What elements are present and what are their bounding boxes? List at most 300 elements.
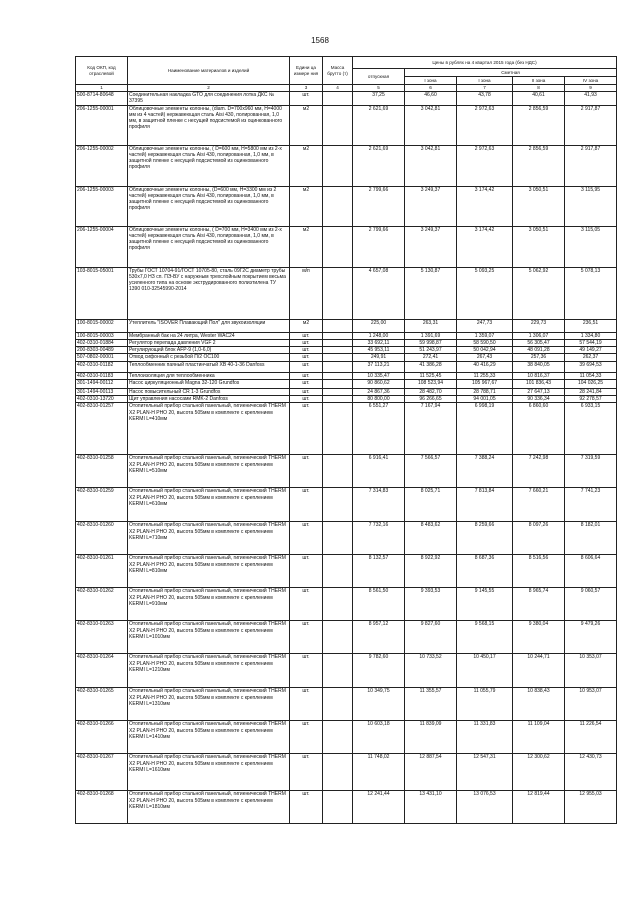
- row-code: 402-8310-01267: [76, 754, 128, 791]
- row-mass: [323, 361, 353, 372]
- row-name: Утеплитель "ISOVER Плавающий Пол" для звукоизоляции: [128, 319, 290, 332]
- row-price-zone2: 40 416,29: [457, 361, 513, 372]
- row-mass: [323, 339, 353, 346]
- row-price-zone1: 3 042,81: [405, 145, 457, 186]
- row-code: 206-1255-00001: [76, 105, 128, 145]
- row-unit: шт.: [290, 588, 323, 621]
- row-name: Отопительный прибор стальной панельный, гигиенический THERM X2 PLAN-H PHO 20, высота 505мм в комплекте с креплением KERMI L=1410мм: [128, 721, 290, 754]
- row-price-zone2: 5 093,25: [457, 267, 513, 319]
- row-mass: [323, 754, 353, 791]
- row-price-zone1: 11 525,45: [405, 372, 457, 379]
- row-code: 507-0802-00001: [76, 354, 128, 361]
- table-row: [76, 455, 617, 488]
- row-name: Отопительный прибор стальной панельный, гигиенический THERM X2 PLAN-H PHO 20, высота 505мм в комплекте с креплением KERMI L=1310мм: [128, 688, 290, 721]
- row-price-zone2: 11 255,33: [457, 372, 513, 379]
- row-unit: шт.: [290, 379, 323, 388]
- row-price-wholesale: 10 335,47: [353, 372, 405, 379]
- row-unit: шт.: [290, 791, 323, 824]
- column-number-row: [76, 85, 617, 92]
- row-price-zone4: 9 479,26: [565, 621, 617, 654]
- row-unit: шт.: [290, 721, 323, 754]
- row-price-zone1: 7 566,57: [405, 455, 457, 488]
- table-row: [76, 379, 617, 388]
- row-name: Теплоизоляция для теплообменника: [128, 372, 290, 379]
- row-unit: м2: [290, 145, 323, 186]
- table-row: [76, 339, 617, 346]
- row-price-zone4: 3 115,95: [565, 186, 617, 226]
- row-price-zone2: 9 145,55: [457, 588, 513, 621]
- row-price-zone1: 5 130,87: [405, 267, 457, 319]
- row-price-wholesale: 90 860,62: [353, 379, 405, 388]
- row-unit: шт.: [290, 455, 323, 488]
- row-code: 402-8310-01260: [76, 522, 128, 555]
- row-price-wholesale: 24 867,36: [353, 388, 405, 395]
- row-price-zone3: 11 109,04: [513, 721, 565, 754]
- row-price-zone4: 49 149,27: [565, 347, 617, 354]
- row-name: Насос повысительный CR 1-3 Grundfos: [128, 388, 290, 395]
- table-row: [76, 721, 617, 754]
- table-row: [76, 332, 617, 339]
- row-price-zone1: 8 025,71: [405, 488, 457, 522]
- row-mass: [323, 332, 353, 339]
- row-price-zone4: 11 054,33: [565, 372, 617, 379]
- row-mass: [323, 403, 353, 455]
- row-price-zone4: 41,93: [565, 92, 617, 106]
- table-row: [76, 396, 617, 403]
- row-name: Регулирующий блок AFP-9 (1,0-6,0): [128, 347, 290, 354]
- header-estimated: Сметная: [405, 69, 617, 77]
- row-mass: [323, 92, 353, 106]
- row-price-zone4: 9 060,57: [565, 588, 617, 621]
- row-price-wholesale: 2 621,69: [353, 145, 405, 186]
- row-price-wholesale: 37,25: [353, 92, 405, 106]
- row-price-zone3: 1 306,07: [513, 332, 565, 339]
- row-unit: м/п: [290, 267, 323, 319]
- row-price-zone3: 9 380,04: [513, 621, 565, 654]
- row-mass: [323, 347, 353, 354]
- row-mass: [323, 267, 353, 319]
- row-price-wholesale: 11 748,02: [353, 754, 405, 791]
- table-row: [76, 688, 617, 721]
- row-price-zone1: 9 393,53: [405, 588, 457, 621]
- row-unit: шт.: [290, 347, 323, 354]
- row-price-zone1: 59 998,87: [405, 339, 457, 346]
- table-row: [76, 754, 617, 791]
- row-code: 402-8310-01258: [76, 455, 128, 488]
- row-price-zone3: 257,36: [513, 354, 565, 361]
- row-price-zone4: 3 115,05: [565, 226, 617, 267]
- row-price-zone3: 6 860,60: [513, 403, 565, 455]
- row-price-zone2: 58 590,50: [457, 339, 513, 346]
- row-mass: [323, 621, 353, 654]
- row-price-wholesale: 10 603,18: [353, 721, 405, 754]
- row-price-zone1: 3 249,37: [405, 226, 457, 267]
- row-price-wholesale: 2 799,66: [353, 226, 405, 267]
- row-price-zone4: 236,51: [565, 319, 617, 332]
- row-price-wholesale: 4 657,08: [353, 267, 405, 319]
- table-row: [76, 488, 617, 522]
- row-price-zone1: 263,31: [405, 319, 457, 332]
- row-price-zone3: 48 091,28: [513, 347, 565, 354]
- row-price-zone4: 57 544,19: [565, 339, 617, 346]
- column-number: 3: [290, 85, 323, 92]
- row-mass: [323, 105, 353, 145]
- table-row: [76, 621, 617, 654]
- row-mass: [323, 379, 353, 388]
- row-price-zone2: 9 568,15: [457, 621, 513, 654]
- row-price-zone2: 8 687,36: [457, 555, 513, 588]
- row-code: 206-1255-00002: [76, 145, 128, 186]
- row-name: Отопительный прибор стальной панельный, гигиенический THERM X2 PLAN-H PHO 20, высота 505мм в комплекте с креплением KERMI L=610мм: [128, 488, 290, 522]
- row-price-wholesale: 9 782,60: [353, 654, 405, 688]
- row-unit: шт.: [290, 555, 323, 588]
- row-unit: шт.: [290, 332, 323, 339]
- row-mass: [323, 226, 353, 267]
- row-price-zone2: 247,73: [457, 319, 513, 332]
- row-price-zone3: 3 050,51: [513, 186, 565, 226]
- row-price-zone4: 12 955,03: [565, 791, 617, 824]
- row-price-zone1: 108 523,94: [405, 379, 457, 388]
- row-code: 402-0310-01183: [76, 372, 128, 379]
- row-price-zone3: 8 097,26: [513, 522, 565, 555]
- table-row: [76, 791, 617, 824]
- column-number: 7: [457, 85, 513, 92]
- header-zone2: I зона: [457, 77, 513, 85]
- row-code: 402-8310-01263: [76, 621, 128, 654]
- row-name: Теплообменник паяный пластинчатый ХВ 40-1-36 Danfoss: [128, 361, 290, 372]
- row-price-zone3: 27 647,13: [513, 388, 565, 395]
- row-price-zone3: 10 816,37: [513, 372, 565, 379]
- row-price-zone2: 12 547,31: [457, 754, 513, 791]
- row-price-zone1: 272,41: [405, 354, 457, 361]
- row-price-zone3: 5 062,92: [513, 267, 565, 319]
- row-price-zone2: 6 998,19: [457, 403, 513, 455]
- table-row: [76, 319, 617, 332]
- row-name: Облицовочные элементы колонны, (D=600 мм, H=3300 мм из 2 частей) нержавеющая сталь Aisi 430, полированная, 1,0 мм, в защитной пленке с несущей подсистемой из оцинкованного профиля: [128, 186, 290, 226]
- table-row: [76, 105, 617, 145]
- row-price-zone1: 13 431,10: [405, 791, 457, 824]
- row-unit: шт.: [290, 354, 323, 361]
- table-row: [76, 145, 617, 186]
- row-price-zone3: 101 836,43: [513, 379, 565, 388]
- row-mass: [323, 555, 353, 588]
- column-number: 4: [323, 85, 353, 92]
- row-name: Облицовочные элементы колонны, ( D=600 мм, H=5800 мм из 2-х частей) нержавеющая сталь Aisi 430, полированная, 1,0 мм, в защитной пленке с несущей подсистемой из оцинкованного профиля: [128, 145, 290, 186]
- row-price-zone3: 12 819,44: [513, 791, 565, 824]
- row-price-wholesale: 6 916,41: [353, 455, 405, 488]
- row-price-zone1: 3 249,37: [405, 186, 457, 226]
- row-price-wholesale: 249,91: [353, 354, 405, 361]
- row-price-wholesale: 12 241,44: [353, 791, 405, 824]
- row-price-wholesale: 33 692,11: [353, 339, 405, 346]
- row-price-zone1: 3 042,81: [405, 105, 457, 145]
- row-price-zone4: 12 430,73: [565, 754, 617, 791]
- table-row: [76, 354, 617, 361]
- row-code: 402-8310-01268: [76, 791, 128, 824]
- row-price-zone1: 8 922,92: [405, 555, 457, 588]
- table-row: [76, 588, 617, 621]
- row-price-zone3: 12 300,62: [513, 754, 565, 791]
- price-table: [75, 56, 617, 824]
- table-row: [76, 92, 617, 106]
- row-price-zone4: 92 278,57: [565, 396, 617, 403]
- row-name: Отопительный прибор стальной панельный, гигиенический THERM X2 PLAN-H PHO 20, высота 505мм в комплекте с креплением KERMI L=1010мм: [128, 621, 290, 654]
- row-price-zone2: 267,43: [457, 354, 513, 361]
- row-code: 402-8310-01264: [76, 654, 128, 688]
- row-price-zone3: 10 244,71: [513, 654, 565, 688]
- row-mass: [323, 388, 353, 395]
- row-name: Отопительный прибор стальной панельный, гигиенический THERM X2 PLAN-H PHO 20, высота 505мм в комплекте с креплением KERMI L=1210мм: [128, 654, 290, 688]
- row-mass: [323, 186, 353, 226]
- row-code: 200-8303-00489: [76, 347, 128, 354]
- row-code: 402-8310-01259: [76, 488, 128, 522]
- row-unit: шт.: [290, 339, 323, 346]
- row-price-zone3: 8 965,74: [513, 588, 565, 621]
- row-name: Щит управления насосами RMK-2 Danfoss: [128, 396, 290, 403]
- row-price-zone3: 7 660,21: [513, 488, 565, 522]
- row-name: Отопительный прибор стальной панельный, гигиенический THERM X2 PLAN-H PHO 20, высота 505мм в комплекте с креплением KERMI L=510мм: [128, 455, 290, 488]
- row-unit: шт.: [290, 92, 323, 106]
- row-price-zone2: 28 788,71: [457, 388, 513, 395]
- row-price-zone3: 2 856,59: [513, 105, 565, 145]
- row-mass: [323, 372, 353, 379]
- row-price-zone2: 3 174,42: [457, 186, 513, 226]
- row-price-zone4: 104 026,25: [565, 379, 617, 388]
- row-unit: м2: [290, 226, 323, 267]
- row-price-wholesale: 37 113,21: [353, 361, 405, 372]
- column-number: 9: [565, 85, 617, 92]
- row-price-zone1: 11 839,09: [405, 721, 457, 754]
- row-price-zone1: 51 243,97: [405, 347, 457, 354]
- row-unit: шт.: [290, 361, 323, 372]
- table-row: [76, 555, 617, 588]
- header-code: Код ОКП, код отраслевой: [76, 57, 128, 85]
- row-price-zone2: 11 055,79: [457, 688, 513, 721]
- column-number: 8: [513, 85, 565, 92]
- row-price-zone2: 1 359,07: [457, 332, 513, 339]
- row-name: Отопительный прибор стальной панельный, гигиенический THERM X2 PLAN-H PHO 20, высота 505мм в комплекте с креплением KERMI L=910мм: [128, 588, 290, 621]
- row-price-wholesale: 1 248,00: [353, 332, 405, 339]
- row-price-zone3: 229,73: [513, 319, 565, 332]
- table-row: [76, 372, 617, 379]
- table-body: [76, 92, 617, 824]
- row-price-wholesale: 2 621,69: [353, 105, 405, 145]
- row-price-zone4: 6 933,15: [565, 403, 617, 455]
- row-name: Отопительный прибор стальной панельный, гигиенический THERM X2 PLAN-H PHO 20, высота 505мм в комплекте с креплением KERMI L=410мм: [128, 403, 290, 455]
- row-name: Отопительный прибор стальной панельный, гигиенический THERM X2 PLAN-H PHO 20, высота 505мм в комплекте с креплением KERMI L=810мм: [128, 555, 290, 588]
- row-code: 103-8015-05001: [76, 267, 128, 319]
- row-price-zone2: 50 042,94: [457, 347, 513, 354]
- row-price-zone1: 12 887,54: [405, 754, 457, 791]
- row-price-wholesale: 10 349,75: [353, 688, 405, 721]
- row-price-zone2: 105 967,67: [457, 379, 513, 388]
- row-price-zone2: 8 259,66: [457, 522, 513, 555]
- row-price-zone1: 11 355,57: [405, 688, 457, 721]
- header-unit: Едини ца измере ния: [290, 57, 323, 85]
- row-price-zone3: 10 838,43: [513, 688, 565, 721]
- row-price-zone3: 3 050,51: [513, 226, 565, 267]
- row-price-zone4: 2 917,87: [565, 105, 617, 145]
- row-unit: шт.: [290, 372, 323, 379]
- row-unit: м2: [290, 105, 323, 145]
- row-name: Отвод сифонный с резьбой П/2 ОС100: [128, 354, 290, 361]
- row-code: 206-1255-00004: [76, 226, 128, 267]
- column-number: 5: [353, 85, 405, 92]
- row-mass: [323, 588, 353, 621]
- row-price-zone2: 94 001,05: [457, 396, 513, 403]
- row-price-zone4: 10 953,07: [565, 688, 617, 721]
- row-price-zone1: 9 827,60: [405, 621, 457, 654]
- row-price-wholesale: 8 957,12: [353, 621, 405, 654]
- row-name: Отопительный прибор стальной панельный, гигиенический THERM X2 PLAN-H PHO 20, высота 505мм в комплекте с креплением KERMI L=710мм: [128, 522, 290, 555]
- row-unit: шт.: [290, 754, 323, 791]
- table-row: [76, 347, 617, 354]
- row-price-zone4: 10 353,07: [565, 654, 617, 688]
- row-mass: [323, 354, 353, 361]
- row-code: 402-8310-01261: [76, 555, 128, 588]
- row-code: 100-8015-00003: [76, 332, 128, 339]
- column-number: 2: [128, 85, 290, 92]
- row-price-zone2: 7 813,84: [457, 488, 513, 522]
- table-row: [76, 186, 617, 226]
- row-unit: шт.: [290, 621, 323, 654]
- header-zone1: I зона: [405, 77, 457, 85]
- row-price-zone4: 8 606,64: [565, 555, 617, 588]
- row-name: Отопительный прибор стальной панельный, гигиенический THERM X2 PLAN-H PHO 20, высота 505мм в комплекте с креплением KERMI L=1610мм: [128, 754, 290, 791]
- row-price-zone3: 38 840,05: [513, 361, 565, 372]
- table-row: [76, 522, 617, 555]
- row-price-zone2: 2 972,63: [457, 145, 513, 186]
- row-code: 402-0310-01884: [76, 339, 128, 346]
- row-price-zone1: 96 266,65: [405, 396, 457, 403]
- row-price-zone4: 2 917,87: [565, 145, 617, 186]
- row-unit: шт.: [290, 488, 323, 522]
- row-code: 402-8310-01262: [76, 588, 128, 621]
- row-name: Трубы ГОСТ 10704-91/ГОСТ 10705-80, сталь 09Г2С диаметр трубы 530х7,0 НЗ сп. ПЭ-ВУ с наружным трехслойным покрытием весьма усиленного типа на основе экструдированного полиэтилена ТУ 1390 010-32545990-2014: [128, 267, 290, 319]
- header-name: Наименование материалов и изделий: [128, 57, 290, 85]
- row-unit: м2: [290, 319, 323, 332]
- row-unit: шт.: [290, 654, 323, 688]
- row-mass: [323, 319, 353, 332]
- row-price-zone1: 10 733,52: [405, 654, 457, 688]
- row-price-zone1: 8 483,62: [405, 522, 457, 555]
- row-price-wholesale: 8 132,57: [353, 555, 405, 588]
- row-price-zone1: 41 386,28: [405, 361, 457, 372]
- row-name: Соединительная накладка GTO для соединения лотка ДКС № 37395: [128, 92, 290, 106]
- row-price-zone2: 2 972,63: [457, 105, 513, 145]
- row-price-zone3: 56 305,47: [513, 339, 565, 346]
- table-row: [76, 654, 617, 688]
- row-unit: м2: [290, 186, 323, 226]
- row-code: 301-1494-00113: [76, 388, 128, 395]
- row-mass: [323, 145, 353, 186]
- row-name: Мембранный бак на 24 литра, Wester WAC24: [128, 332, 290, 339]
- row-mass: [323, 688, 353, 721]
- table-row: [76, 403, 617, 455]
- row-mass: [323, 522, 353, 555]
- row-price-zone2: 10 450,17: [457, 654, 513, 688]
- row-price-zone4: 28 241,84: [565, 388, 617, 395]
- row-mass: [323, 488, 353, 522]
- row-price-zone1: 1 391,69: [405, 332, 457, 339]
- row-code: 206-1255-00003: [76, 186, 128, 226]
- row-price-zone1: 28 482,70: [405, 388, 457, 395]
- row-price-zone4: 39 694,53: [565, 361, 617, 372]
- row-price-zone4: 7 319,59: [565, 455, 617, 488]
- row-name: Облицовочные элементы колонны, (diam. D=700х960 мм, H=4000 мм из 4 частей) нержавеющая сталь Aisi 430, полированная, 1,0 мм, в защитной пленке с несущей подсистемой из оцинкованного профиля: [128, 105, 290, 145]
- row-price-zone3: 2 856,59: [513, 145, 565, 186]
- row-price-wholesale: 80 800,00: [353, 396, 405, 403]
- row-unit: шт.: [290, 403, 323, 455]
- page-number: 1568: [311, 36, 329, 45]
- row-code: 402-8310-01265: [76, 688, 128, 721]
- row-price-wholesale: 8 561,50: [353, 588, 405, 621]
- header-wholesale: отпускная: [353, 69, 405, 85]
- row-price-zone4: 8 182,01: [565, 522, 617, 555]
- column-number: 6: [405, 85, 457, 92]
- row-code: 402-8310-01266: [76, 721, 128, 754]
- row-price-zone2: 13 076,53: [457, 791, 513, 824]
- row-mass: [323, 791, 353, 824]
- row-code: 301-1494-00112: [76, 379, 128, 388]
- row-code: 402-8310-01257: [76, 403, 128, 455]
- row-price-zone3: 90 336,34: [513, 396, 565, 403]
- header-prices-title: Цены в рублях на 4 квартал 2015 года (без НДС): [353, 57, 617, 69]
- row-price-zone4: 262,37: [565, 354, 617, 361]
- row-mass: [323, 396, 353, 403]
- row-price-zone4: 7 741,23: [565, 488, 617, 522]
- table-row: [76, 388, 617, 395]
- row-price-zone3: 8 516,56: [513, 555, 565, 588]
- row-code: 402-0310-01182: [76, 361, 128, 372]
- row-price-zone1: 46,60: [405, 92, 457, 106]
- row-price-zone4: 5 078,13: [565, 267, 617, 319]
- table-row: [76, 226, 617, 267]
- table-header: [76, 57, 617, 92]
- header-mass: Масса брутто (т): [323, 57, 353, 85]
- row-mass: [323, 455, 353, 488]
- row-price-wholesale: 45 953,11: [353, 347, 405, 354]
- row-price-zone2: 43,78: [457, 92, 513, 106]
- row-unit: шт.: [290, 688, 323, 721]
- row-price-zone3: 40,61: [513, 92, 565, 106]
- row-name: Насос циркуляционный Magna 32-120 Grundfos: [128, 379, 290, 388]
- table-row: [76, 361, 617, 372]
- row-price-zone2: 3 174,42: [457, 226, 513, 267]
- row-name: Регулятор перепада давления VGF 2: [128, 339, 290, 346]
- column-number: 1: [76, 85, 128, 92]
- row-code: 100-8015-00002: [76, 319, 128, 332]
- header-zone4: IV зона: [565, 77, 617, 85]
- row-price-wholesale: 6 551,27: [353, 403, 405, 455]
- row-price-zone2: 11 331,83: [457, 721, 513, 754]
- row-code: 500-8714-80648: [76, 92, 128, 106]
- row-code: 402-0310-13720: [76, 396, 128, 403]
- row-name: Отопительный прибор стальной панельный, гигиенический THERM X2 PLAN-H PHO 20, высота 505мм в комплекте с креплением KERMI L=1810мм: [128, 791, 290, 824]
- table-row: [76, 267, 617, 319]
- row-name: Облицовочные элементы колонны, ( D=700 мм, H=3400 мм из 2-х частей) нержавеющая сталь Aisi 430, полированная, 1,0 мм, в защитной пленке с несущей подсистемой из оцинкованного профиля: [128, 226, 290, 267]
- row-price-wholesale: 7 314,83: [353, 488, 405, 522]
- row-unit: шт.: [290, 388, 323, 395]
- row-price-zone1: 7 167,94: [405, 403, 457, 455]
- header-zone3: II зона: [513, 77, 565, 85]
- row-price-zone2: 7 388,24: [457, 455, 513, 488]
- row-price-zone4: 1 334,80: [565, 332, 617, 339]
- row-price-wholesale: 2 799,66: [353, 186, 405, 226]
- row-price-zone3: 7 242,98: [513, 455, 565, 488]
- row-unit: шт.: [290, 522, 323, 555]
- row-price-zone4: 11 226,54: [565, 721, 617, 754]
